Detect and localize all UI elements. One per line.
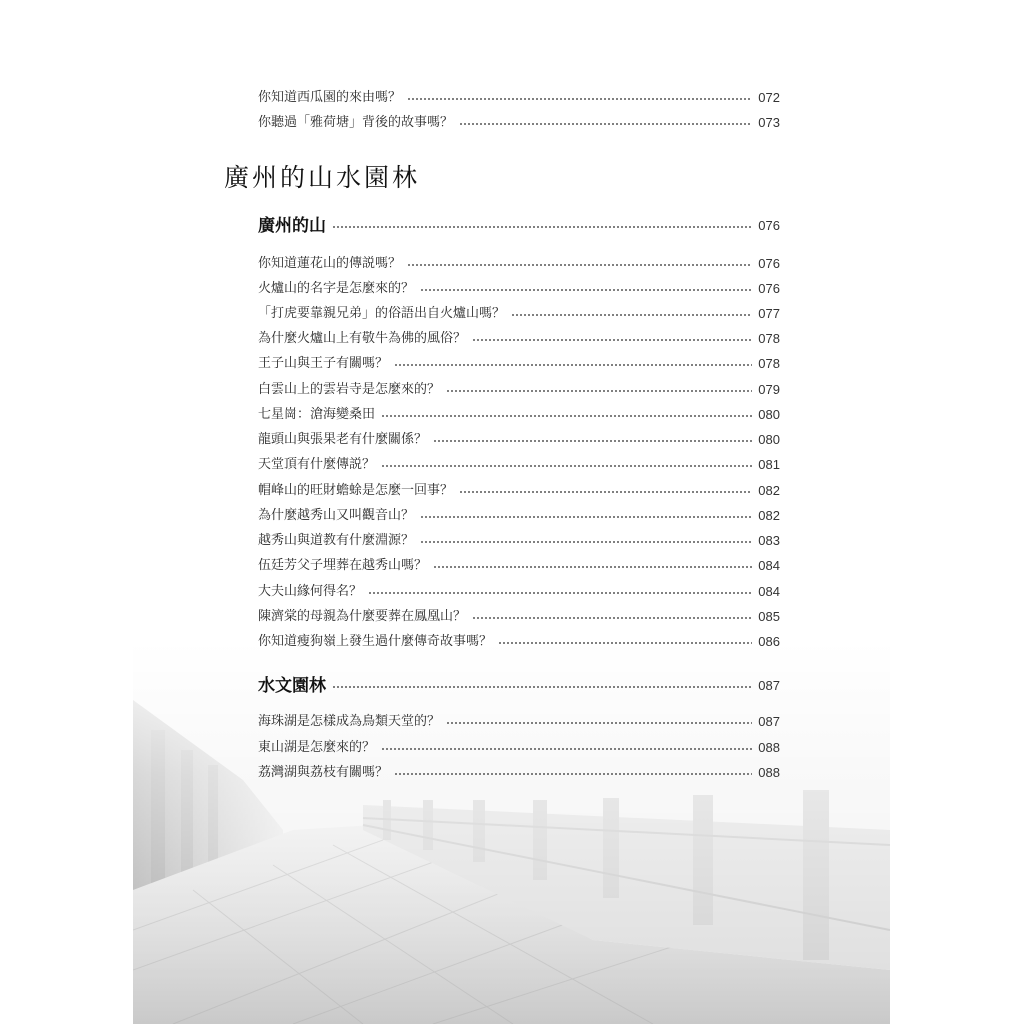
leader-dots — [472, 617, 752, 619]
toc-entry-page: 088 — [758, 765, 780, 780]
toc-entry[interactable] — [258, 506, 780, 526]
toc-entry[interactable] — [258, 481, 780, 501]
leader-dots — [394, 773, 752, 775]
leader-dots — [446, 390, 752, 392]
toc-entry-page: 081 — [758, 457, 780, 472]
chapter-title: 廣州的山水園林 — [224, 163, 421, 192]
toc-entry-title: 你知道蓮花山的傳説嗎？ — [258, 256, 402, 271]
toc-entry-page: 088 — [758, 740, 780, 755]
toc-entry-title: 帽峰山的旺財蟾蜍是怎麼一回事？ — [258, 483, 454, 498]
leader-dots — [433, 440, 752, 442]
leader-dots — [407, 264, 752, 266]
toc-entry-page: 082 — [758, 508, 780, 523]
section-heading-water[interactable] — [258, 674, 780, 698]
section-heading-page: 076 — [758, 218, 780, 233]
toc-entry[interactable] — [258, 632, 780, 652]
leader-dots — [459, 491, 752, 493]
leader-dots — [407, 98, 752, 100]
toc-entry[interactable] — [258, 304, 780, 324]
toc-entry-title: 陳濟棠的母親為什麼要葬在鳳凰山？ — [258, 609, 467, 624]
toc-entry-title: 海珠湖是怎樣成為鳥類天堂的？ — [258, 714, 441, 729]
toc-entry-title: 你知道西瓜園的來由嗎？ — [258, 90, 402, 105]
toc-entry[interactable] — [258, 556, 780, 576]
toc-entry-page: 080 — [758, 432, 780, 447]
toc-entry-page: 082 — [758, 483, 780, 498]
toc-entry-title: 越秀山與道教有什麼淵源？ — [258, 533, 415, 548]
toc-entry-title: 荔灣湖與荔枝有關嗎？ — [258, 765, 389, 780]
toc-entry-title: 天堂頂有什麼傳説？ — [258, 457, 376, 472]
toc-entry-page: 083 — [758, 533, 780, 548]
toc-entry[interactable] — [258, 354, 780, 374]
toc-entry-title: 為什麼火爐山上有敬牛為佛的風俗？ — [258, 331, 467, 346]
leader-dots — [381, 465, 752, 467]
leader-dots — [332, 226, 752, 228]
toc-entry[interactable] — [258, 455, 780, 475]
leader-dots — [381, 415, 752, 417]
toc-entry[interactable] — [258, 380, 780, 400]
leader-dots — [472, 339, 752, 341]
toc-entry[interactable] — [258, 405, 780, 425]
toc-entry-title: 為什麼越秀山又叫觀音山？ — [258, 508, 415, 523]
leader-dots — [498, 642, 752, 644]
toc-entry[interactable] — [258, 279, 780, 299]
toc-entry-title: 東山湖是怎麼來的？ — [258, 740, 376, 755]
toc-entry-page: 084 — [758, 584, 780, 599]
toc-entry[interactable] — [258, 582, 780, 602]
leader-dots — [368, 592, 752, 594]
toc-entry[interactable] — [258, 430, 780, 450]
toc-entry[interactable] — [258, 254, 780, 274]
toc-entry-page: 086 — [758, 634, 780, 649]
toc-entry-page: 077 — [758, 306, 780, 321]
toc-entry[interactable] — [258, 329, 780, 349]
toc-entry-page: 087 — [758, 714, 780, 729]
toc-entry-title: 白雲山上的雲岩寺是怎麼來的？ — [258, 382, 441, 397]
section-heading-title: 廣州的山 — [258, 216, 326, 236]
leader-dots — [433, 566, 752, 568]
toc-entry-title: 伍廷芳父子埋葬在越秀山嗎？ — [258, 558, 428, 573]
toc-entry[interactable] — [258, 607, 780, 627]
toc-entry[interactable] — [258, 712, 780, 732]
toc-entry[interactable] — [258, 738, 780, 758]
toc-entry-page: 085 — [758, 609, 780, 624]
section-heading-mountains[interactable] — [258, 214, 780, 238]
toc-entry-title: 你知道瘦狗嶺上發生過什麼傳奇故事嗎？ — [258, 634, 493, 649]
leader-dots — [394, 364, 752, 366]
toc-entry-page: 084 — [758, 558, 780, 573]
leader-dots — [381, 748, 752, 750]
leader-dots — [420, 289, 752, 291]
toc-entry-title: 「打虎要靠親兄弟」的俗語出自火爐山嗎？ — [258, 306, 506, 321]
toc-entry-title: 王子山與王子有關嗎？ — [258, 356, 389, 371]
toc-entry-title: 你聽過「雅荷塘」背後的故事嗎？ — [258, 115, 454, 130]
leader-dots — [446, 722, 752, 724]
toc-entry-page: 076 — [758, 281, 780, 296]
toc-entry-page: 073 — [758, 115, 780, 130]
leader-dots — [420, 516, 752, 518]
toc-entry-title: 火爐山的名字是怎麼來的？ — [258, 281, 415, 296]
toc-entry-page: 080 — [758, 407, 780, 422]
toc-entry-page: 072 — [758, 90, 780, 105]
toc-entry[interactable] — [258, 531, 780, 551]
toc-entry-title: 龍頭山與張果老有什麼關係？ — [258, 432, 428, 447]
leader-dots — [332, 686, 752, 688]
toc-entry-page: 076 — [758, 256, 780, 271]
toc-entry[interactable] — [258, 88, 780, 108]
leader-dots — [420, 541, 752, 543]
toc-entry-page: 078 — [758, 356, 780, 371]
leader-dots — [459, 123, 752, 125]
section-heading-title: 水文園林 — [258, 676, 326, 696]
toc-entry[interactable] — [258, 763, 780, 783]
toc-entry-title: 七星崗：滄海變桑田 — [258, 407, 376, 422]
toc-entry-page: 078 — [758, 331, 780, 346]
leader-dots — [511, 314, 752, 316]
section-heading-page: 087 — [758, 678, 780, 693]
toc-entry[interactable] — [258, 113, 780, 133]
toc-entry-page: 079 — [758, 382, 780, 397]
toc-entry-title: 大夫山緣何得名？ — [258, 584, 363, 599]
